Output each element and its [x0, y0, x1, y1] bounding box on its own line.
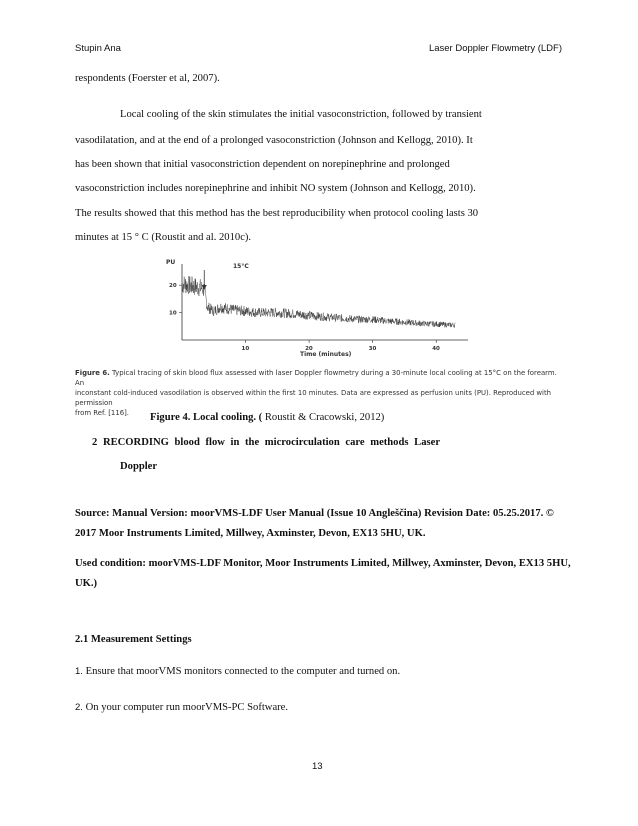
list-item-number: 1.	[75, 666, 83, 677]
chart-ylabel: PU	[166, 259, 176, 266]
caption-text: inconstant cold-induced vasodilation is observed within the first 10 minutes. Data are expressed as perfusion units (PU). Reproduced with permission	[75, 389, 552, 407]
chart-xlabel: Time (minutes)	[300, 351, 352, 358]
caption-text: from Ref. [116].	[75, 409, 129, 417]
section-title-cont: Doppler	[120, 461, 158, 472]
list-item	[75, 666, 400, 677]
figure-title-rest: Roustit & Cracowski, 2012)	[262, 412, 385, 423]
caption-text: Typical tracing of skin blood flux assessed with laser Doppler flowmetry during a 30-minute local cooling at 15°C on the forearm. An	[75, 369, 557, 387]
figure-title-bold: Figure 4. Local cooling. (	[150, 412, 263, 423]
paragraph-line: respondents (Foerster et al, 2007).	[75, 73, 220, 84]
list-item-text: Ensure that moorVMS monitors connected to the computer and turned on.	[85, 666, 401, 677]
paragraph-line: minutes at 15 ° C (Roustit and al. 2010c).	[75, 232, 252, 243]
chart-x-tick-label: 10	[241, 346, 250, 352]
caption-label: Figure 6.	[75, 369, 110, 377]
figure-title	[150, 412, 384, 423]
subsection-title: 2.1 Measurement Settings	[75, 634, 192, 645]
chart-axes	[169, 264, 468, 352]
list-item-number: 2.	[75, 702, 83, 713]
chart-annotation: 15°C	[233, 263, 249, 270]
chart-series-line	[182, 276, 455, 328]
chart-x-tick-label: 20	[305, 346, 313, 352]
chart-x-tick-label: 30	[368, 346, 377, 352]
list-item	[75, 702, 288, 713]
paragraph-line: Local cooling of the skin stimulates the initial vasoconstriction, followed by transient	[120, 109, 482, 120]
paragraph-line: vasoconstriction includes norepinephrine and inhibit NO system (Johnson and Kellogg, 2010).	[75, 183, 476, 194]
chart-x-tick-label: 40	[432, 346, 440, 352]
paragraph-line: The results showed that this method has the best reproducibility when protocol cooling lasts 30	[75, 208, 479, 219]
chart-y-tick-label: 10	[169, 310, 177, 317]
page-number: 13	[312, 761, 323, 772]
header-author: Stupin Ana	[75, 43, 121, 54]
chart-series	[182, 276, 455, 328]
paragraph-line: vasodilatation, and at the end of a prolonged vasoconstriction (Johnson and Kellogg, 2010). It	[75, 135, 473, 146]
source-line: Source: Manual Version: moorVMS-LDF User Manual (Issue 10 Angleščina) Revision Date: 05.25.2017. ©	[75, 508, 554, 519]
section-title: 2 RECORDING blood flow in the microcirculation care methods Laser	[92, 437, 441, 448]
list-item-text: On your computer run moorVMS-PC Software.	[85, 702, 289, 713]
figure-caption	[75, 368, 565, 418]
source-line: 2017 Moor Instruments Limited, Millwey, Axminster, Devon, EX13 5HU, UK.	[75, 528, 426, 539]
chart-y-tick-label: 20	[169, 283, 177, 290]
header-title: Laser Doppler Flowmetry (LDF)	[428, 43, 562, 54]
used-condition-line: UK.)	[75, 578, 98, 589]
used-condition-line: Used condition: moorVMS-LDF Monitor, Moor Instruments Limited, Millwey, Axminster, Devon, EX13 5HU,	[75, 558, 571, 569]
paragraph-line: has been shown that initial vasoconstriction dependent on norepinephrine and prolonged	[75, 159, 450, 170]
cooling-chart	[150, 252, 480, 362]
